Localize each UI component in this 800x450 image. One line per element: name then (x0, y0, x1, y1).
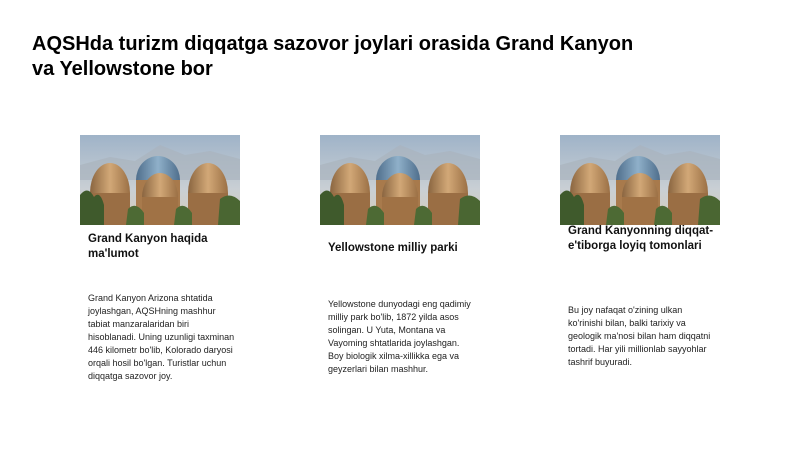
domed-buildings-photo (320, 135, 480, 225)
card-heading: Grand Kanyonning diqqat-e'tiborga loyiq tomonlari (568, 225, 714, 252)
card-heading: Grand Kanyon haqida ma'lumot (88, 233, 208, 260)
card-text: Yellowstone dunyodagi eng qadimiy milliy park bo'lib, 1872 yilda asos solingan. U Yuta, Montana va Vayoming shtatlarida joylashgan. Boy biologik xilma-xillikka ega va geyzerlari bilan mashhur. (328, 299, 471, 374)
slide-title: AQSHda turizm diqqatga sazovor joylari orasida Grand Kanyon va Yellowstone bor (32, 33, 634, 80)
domed-buildings-photo (80, 135, 240, 225)
card-text: Grand Kanyon Arizona shtatida joylashgan, AQSHning mashhur tabiat manzaralaridan biri hisoblanadi. Uning uzunligi taxminan 446 kilometr bo'lib, Kolorado daryosi orqali hosil bo'lgan. Turistlar uchun diqqatga sazovor joy. (88, 293, 235, 381)
domed-buildings-photo (560, 135, 720, 225)
card-text: Bu joy nafaqat o'zining ulkan ko'rinishi bilan, balki tarixiy va geologik ma'nosi bilan ham diqqatni tortadi. Har yili millionlab sayyohlar tashrif buyuradi. (568, 305, 711, 367)
card-heading: Yellowstone milliy parki (328, 242, 458, 254)
